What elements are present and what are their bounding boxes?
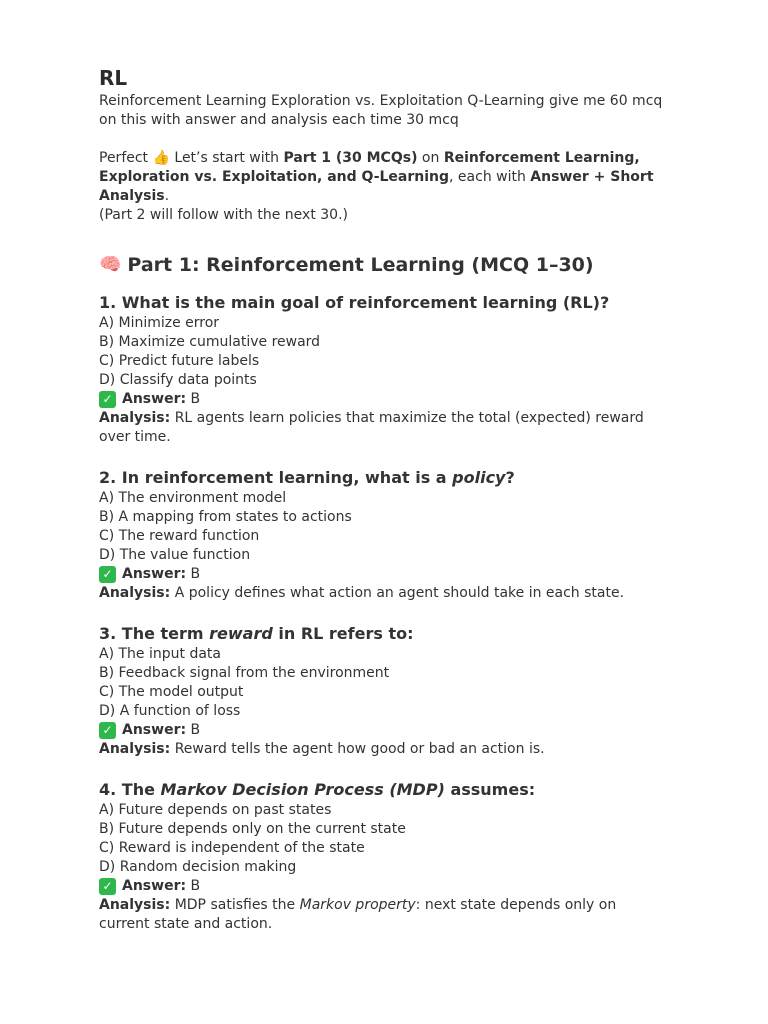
option-d: D) A function of loss (99, 703, 241, 719)
answer-line (99, 877, 669, 896)
analysis-line (99, 896, 669, 934)
question-title-text: 4. The (99, 780, 161, 799)
analysis-emphasis: Markov property (299, 897, 416, 913)
option-d: D) The value function (99, 547, 251, 563)
answer-label: Answer: (122, 391, 187, 407)
question-title-emphasis: policy (452, 468, 506, 487)
analysis-text: : next state depends only on current state and action. (99, 897, 617, 932)
check-icon: ✓ (99, 566, 116, 583)
intro-answer-analysis: Answer + Short Analysis (99, 169, 654, 204)
option-a: A) The input data (99, 646, 221, 662)
option-a: A) The environment model (99, 490, 287, 506)
analysis-text: RL agents learn policies that maximize the total (expected) reward over time. (99, 410, 644, 445)
option-b: B) Maximize cumulative reward (99, 334, 321, 350)
intro-text: . (164, 188, 170, 204)
answer-label: Answer: (122, 878, 187, 894)
analysis-text: Reward tells the agent how good or bad an action is. (170, 741, 545, 757)
question-block (99, 292, 669, 447)
option-c: C) Reward is independent of the state (99, 840, 365, 856)
question-title-text: 1. What is the main goal of reinforcement learning (RL)? (99, 293, 610, 312)
question-title-text: 3. The term (99, 624, 210, 643)
user-prompt: Reinforcement Learning Exploration vs. Exploitation Q-Learning give me 60 mcq on this with answer and analysis each time 30 mcq (99, 93, 663, 128)
analysis-label: Analysis: (99, 741, 171, 757)
question-block (99, 467, 669, 603)
question-block (99, 623, 669, 759)
answer-label: Answer: (122, 722, 187, 738)
option-c: C) Predict future labels (99, 353, 260, 369)
question-title (99, 467, 669, 489)
question-title-text: ? (505, 468, 515, 487)
option-d: D) Classify data points (99, 372, 257, 388)
brain-icon: 🧠 (99, 254, 122, 275)
answer-value: B (186, 878, 201, 894)
option-b: B) Feedback signal from the environment (99, 665, 390, 681)
analysis-label: Analysis: (99, 410, 171, 426)
analysis-label: Analysis: (99, 585, 171, 601)
question-title-text: in RL refers to: (272, 624, 414, 643)
analysis-text: A policy defines what action an agent should take in each state. (170, 585, 625, 601)
answer-line (99, 565, 669, 584)
intro-perfect: Perfect (99, 150, 149, 166)
answer-value: B (186, 566, 201, 582)
part2-note: (Part 2 will follow with the next 30.) (99, 207, 348, 223)
question-title (99, 779, 669, 801)
answer-value: B (186, 391, 201, 407)
answer-line (99, 721, 669, 740)
document-title: RL (99, 66, 128, 90)
intro-topics: Reinforcement Learning, Exploration vs. Exploitation, and Q-Learning (99, 150, 640, 185)
option-a: A) Minimize error (99, 315, 220, 331)
analysis-text: MDP satisfies the (170, 897, 300, 913)
intro-text: on (417, 150, 444, 166)
check-icon: ✓ (99, 722, 116, 739)
question-block (99, 779, 669, 934)
question-title (99, 292, 669, 314)
part-heading-text: Part 1: Reinforcement Learning (MCQ 1–30) (127, 254, 594, 276)
analysis-line (99, 409, 669, 447)
analysis-label: Analysis: (99, 897, 171, 913)
analysis-line (99, 740, 669, 759)
analysis-line (99, 584, 669, 603)
option-c: C) The reward function (99, 528, 260, 544)
check-icon: ✓ (99, 878, 116, 895)
answer-line (99, 390, 669, 409)
intro-paragraph (99, 149, 669, 206)
option-b: B) A mapping from states to actions (99, 509, 352, 525)
question-title-text: assumes: (444, 780, 536, 799)
option-b: B) Future depends only on the current state (99, 821, 406, 837)
question-title (99, 623, 669, 645)
intro-text: , each with (449, 169, 531, 185)
question-title-emphasis: reward (209, 624, 273, 643)
part-heading (99, 252, 669, 278)
option-d: D) Random decision making (99, 859, 297, 875)
question-title-emphasis: Markov Decision Process (MDP) (160, 780, 445, 799)
intro-part1: Part 1 (30 MCQs) (283, 150, 418, 166)
option-c: C) The model output (99, 684, 244, 700)
check-icon: ✓ (99, 391, 116, 408)
thumbs-up-icon: 👍 (152, 150, 170, 166)
document-page (99, 64, 669, 954)
answer-label: Answer: (122, 566, 187, 582)
intro-text: Let’s start with (169, 150, 284, 166)
answer-value: B (186, 722, 201, 738)
option-a: A) Future depends on past states (99, 802, 332, 818)
question-title-text: 2. In reinforcement learning, what is a (99, 468, 453, 487)
